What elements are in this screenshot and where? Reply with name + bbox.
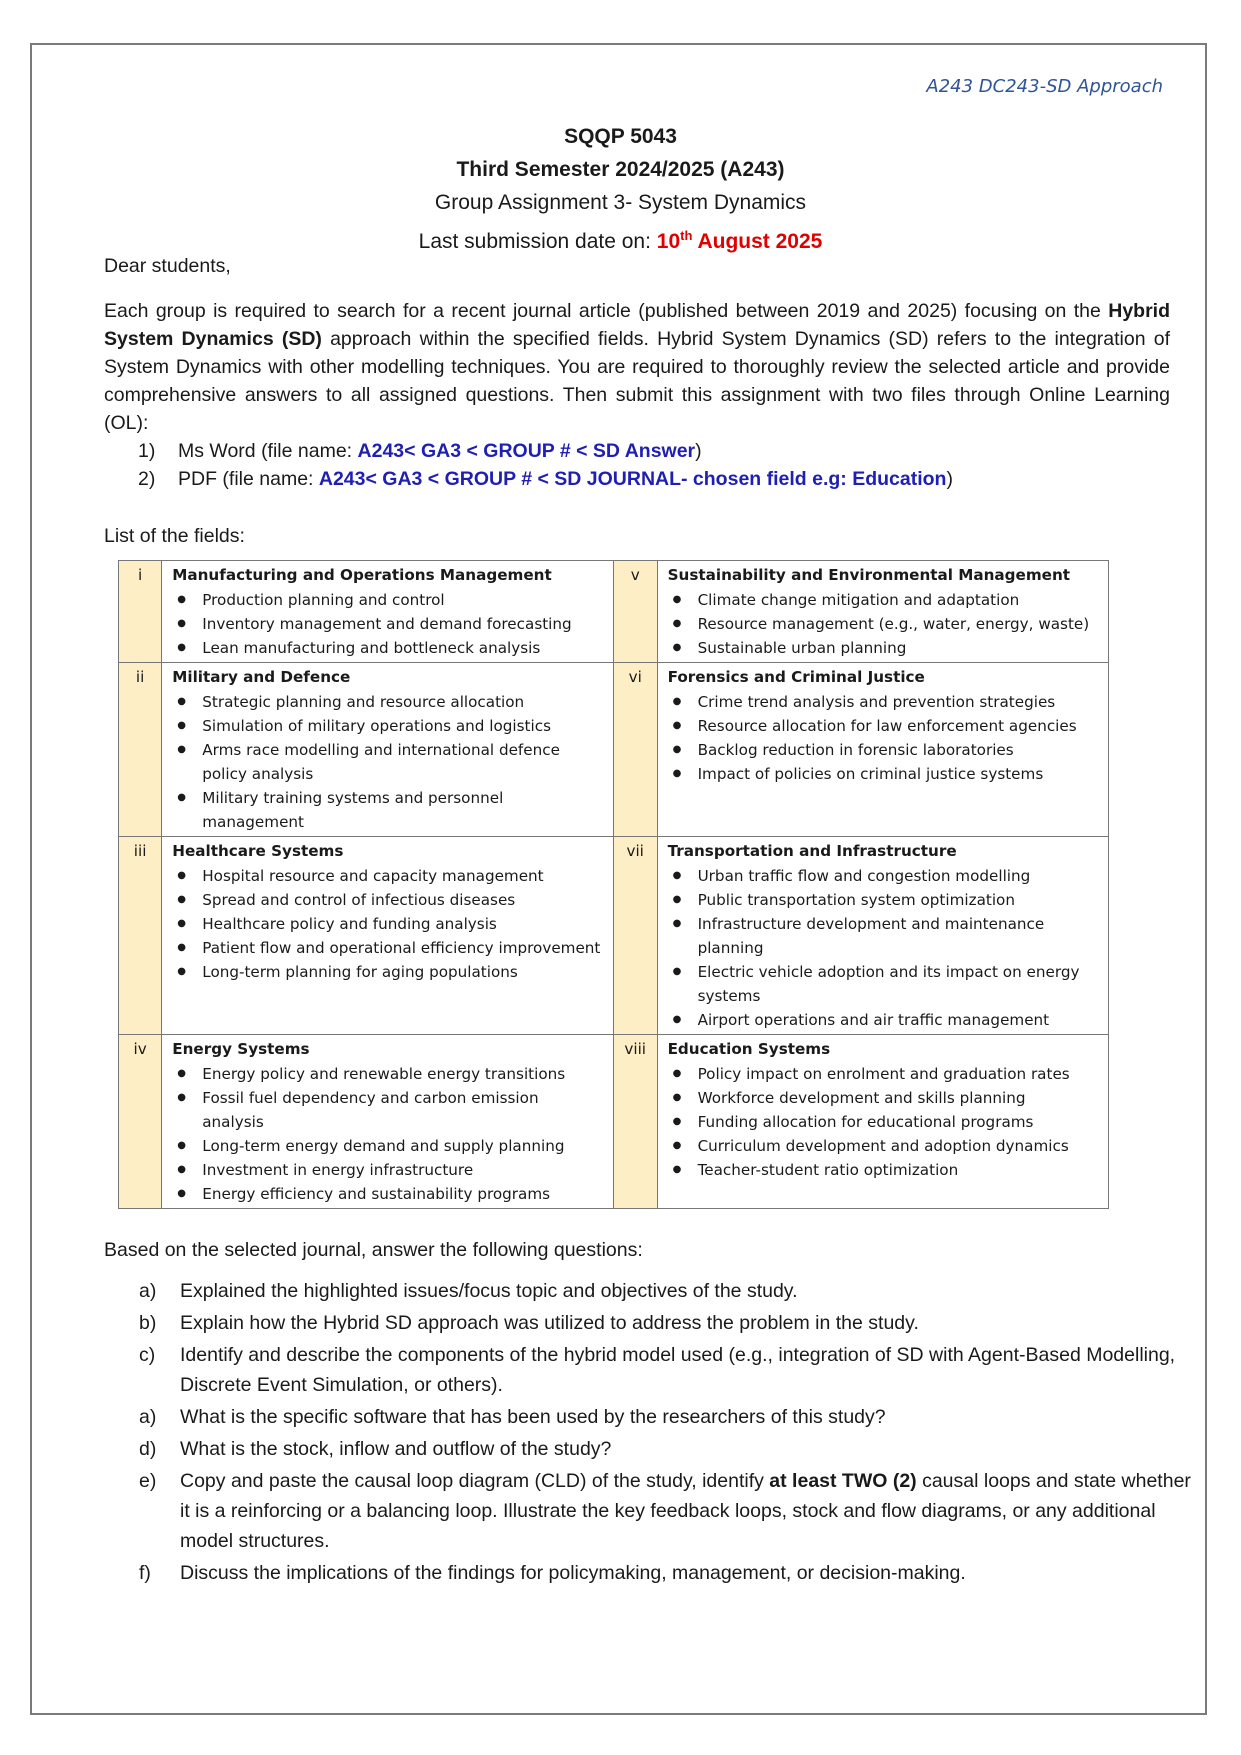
field-title: Manufacturing and Operations Management: [172, 566, 552, 584]
field-item: ● Hospital resource and capacity management: [172, 864, 605, 888]
header-reference: A243 DC243-SD Approach: [926, 76, 1163, 97]
question-text: [180, 1308, 919, 1338]
question-number: a): [139, 1280, 157, 1302]
question-number: f): [139, 1562, 151, 1584]
question-item: [139, 1402, 1205, 1432]
field-item: ● Urban traffic flow and congestion modelling: [668, 864, 1100, 888]
field-items: [668, 1062, 1100, 1182]
question-pre: Copy and paste the causal loop diagram (CLD) of the study, identify: [180, 1470, 770, 1492]
semester-title: Third Semester 2024/2025 (A243): [456, 158, 785, 181]
field-item: ● Funding allocation for educational programs: [668, 1110, 1100, 1134]
field-item: ● Climate change mitigation and adaptation: [668, 588, 1100, 612]
field-title: Military and Defence: [172, 668, 351, 686]
file-text: [178, 465, 953, 493]
deadline-prefix: Last submission date on:: [418, 230, 657, 253]
field-item: ● Resource allocation for law enforcement agencies: [668, 714, 1100, 738]
field-item: ● Healthcare policy and funding analysis: [172, 912, 605, 936]
question-pre: Identify and describe the components of the hybrid model used (e.g., integration of SD with Agent-Based Modelling, Discrete Event Simulation, or others).: [180, 1344, 1176, 1396]
field-item: ● Inventory management and demand forecasting: [172, 612, 605, 636]
field-item: ● Strategic planning and resource allocation: [172, 690, 605, 714]
question-item: [139, 1308, 1205, 1338]
field-item: ● Policy impact on enrolment and graduation rates: [668, 1062, 1100, 1086]
title-block: [0, 120, 1241, 258]
question-item: [139, 1434, 1205, 1464]
field-cell: [162, 1035, 614, 1209]
field-items: [668, 864, 1100, 1032]
field-item: ● Crime trend analysis and prevention strategies: [668, 690, 1100, 714]
field-item: ● Military training systems and personnel management: [172, 786, 605, 834]
deadline-rest: August 2025: [692, 230, 823, 253]
fields-label: List of the fields:: [104, 525, 245, 547]
file-name: A243< GA3 < GROUP # < SD JOURNAL- chosen field e.g: Education: [318, 468, 947, 490]
fields-row: [119, 663, 1109, 837]
question-pre: What is the specific software that has been used by the researchers of this study?: [180, 1406, 886, 1428]
question-text: [180, 1276, 798, 1306]
field-title: Energy Systems: [172, 1040, 310, 1058]
field-title: Education Systems: [667, 1040, 831, 1058]
field-item: ● Simulation of military operations and logistics: [172, 714, 605, 738]
field-item: ● Public transportation system optimization: [668, 888, 1100, 912]
fields-row: [119, 1035, 1109, 1209]
field-item: ● Impact of policies on criminal justice systems: [668, 762, 1100, 786]
field-item: ● Resource management (e.g., water, energy, waste): [668, 612, 1100, 636]
fields-row: [119, 561, 1109, 663]
field-items: [172, 690, 605, 834]
fields-table: [118, 560, 1109, 1209]
deadline-sup: th: [680, 228, 693, 243]
question-text: [180, 1466, 1205, 1556]
file-item: [138, 465, 1170, 493]
deadline-day: 10: [656, 230, 681, 253]
field-number: v: [613, 561, 657, 663]
file-number: 1): [138, 440, 156, 462]
field-item: ● Production planning and control: [172, 588, 605, 612]
file-text: [178, 437, 702, 465]
field-title: Transportation and Infrastructure: [667, 842, 957, 860]
file-name: A243< GA3 < GROUP # < SD Answer: [357, 440, 696, 462]
field-item: ● Sustainable urban planning: [668, 636, 1100, 660]
field-number: ii: [119, 663, 162, 837]
field-title: Forensics and Criminal Justice: [667, 668, 925, 686]
field-number: iv: [119, 1035, 162, 1209]
questions-label: Based on the selected journal, answer the following questions:: [104, 1239, 643, 1261]
file-item: [138, 437, 1170, 465]
field-items: [668, 588, 1100, 660]
file-suffix: ): [946, 468, 953, 490]
file-number: 2): [138, 468, 156, 490]
question-pre: Explain how the Hybrid SD approach was utilized to address the problem in the study.: [180, 1312, 919, 1334]
field-items: [172, 588, 605, 660]
field-item: ● Infrastructure development and maintenance planning: [668, 912, 1100, 960]
question-bold: at least TWO (2): [769, 1470, 917, 1492]
field-cell: [162, 837, 614, 1035]
question-text: [180, 1402, 886, 1432]
field-cell: [162, 561, 614, 663]
field-number: iii: [119, 837, 162, 1035]
files-list: [104, 437, 1170, 493]
field-number: vi: [613, 663, 657, 837]
question-number: e): [139, 1470, 157, 1492]
question-pre: Discuss the implications of the findings for policymaking, management, or decision-making.: [180, 1562, 966, 1584]
question-item: [139, 1340, 1205, 1400]
field-item: ● Energy policy and renewable energy transitions: [172, 1062, 605, 1086]
question-number: b): [139, 1312, 157, 1334]
field-item: ● Airport operations and air traffic management: [668, 1008, 1100, 1032]
field-item: ● Arms race modelling and international defence policy analysis: [172, 738, 605, 786]
field-item: ● Lean manufacturing and bottleneck analysis: [172, 636, 605, 660]
field-item: ● Long-term energy demand and supply planning: [172, 1134, 605, 1158]
field-items: [172, 864, 605, 984]
question-number: c): [139, 1344, 156, 1366]
assignment-title: Group Assignment 3- System Dynamics: [434, 191, 807, 214]
intro-section: [104, 297, 1170, 493]
question-post: causal loops and state whether it is a reinforcing or a balancing loop. Illustrate the key feedback loops, stock and flow diagrams, or any additional model structures.: [180, 1470, 1191, 1552]
question-number: a): [139, 1406, 157, 1428]
field-cell: [657, 837, 1108, 1035]
field-number: viii: [613, 1035, 657, 1209]
file-suffix: ): [695, 440, 702, 462]
file-prefix: Ms Word (file name:: [178, 440, 358, 462]
questions-list: [104, 1276, 1205, 1590]
field-cell: [657, 561, 1108, 663]
field-item: ● Workforce development and skills planning: [668, 1086, 1100, 1110]
field-title: Healthcare Systems: [172, 842, 344, 860]
question-text: [180, 1558, 966, 1588]
field-item: ● Spread and control of infectious diseases: [172, 888, 605, 912]
field-items: [668, 690, 1100, 786]
deadline-date: [657, 230, 823, 253]
field-item: ● Backlog reduction in forensic laboratories: [668, 738, 1100, 762]
field-title: Sustainability and Environmental Management: [667, 566, 1071, 584]
field-items: [172, 1062, 605, 1206]
question-pre: What is the stock, inflow and outflow of the study?: [180, 1438, 612, 1460]
field-item: ● Patient flow and operational efficiency improvement: [172, 936, 605, 960]
field-item: ● Fossil fuel dependency and carbon emission analysis: [172, 1086, 605, 1134]
intro-text-1: Each group is required to search for a recent journal article (published between 2019 and 2025) focusing on the: [104, 300, 1109, 322]
field-cell: [657, 1035, 1108, 1209]
question-pre: Explained the highlighted issues/focus topic and objectives of the study.: [180, 1280, 798, 1302]
question-number: d): [139, 1438, 157, 1460]
question-item: [139, 1466, 1205, 1556]
field-item: ● Long-term planning for aging populations: [172, 960, 605, 984]
question-text: [180, 1340, 1205, 1400]
field-number: vii: [613, 837, 657, 1035]
field-item: ● Electric vehicle adoption and its impact on energy systems: [668, 960, 1100, 1008]
field-cell: [657, 663, 1108, 837]
course-code: SQQP 5043: [564, 125, 677, 148]
question-item: [139, 1276, 1205, 1306]
intro-text-2: approach within the specified fields. Hybrid System Dynamics (SD) refers to the integration of System Dynamics with other modelling techniques. You are required to thoroughly review the selected article and provide comprehensive answers to all assigned questions. Then submit this assignment with two files through Online Learning (OL):: [104, 328, 1170, 434]
question-item: [139, 1558, 1205, 1588]
field-cell: [162, 663, 614, 837]
field-item: ● Curriculum development and adoption dynamics: [668, 1134, 1100, 1158]
field-item: ● Energy efficiency and sustainability programs: [172, 1182, 605, 1206]
question-text: [180, 1434, 611, 1464]
fields-row: [119, 837, 1109, 1035]
field-item: ● Teacher-student ratio optimization: [668, 1158, 1100, 1182]
field-item: ● Investment in energy infrastructure: [172, 1158, 605, 1182]
intro-bold: Hybrid System Dynamics (SD): [104, 300, 1170, 350]
intro-paragraph: [104, 297, 1170, 437]
file-prefix: PDF (file name:: [178, 468, 319, 490]
salutation: Dear students,: [104, 255, 231, 277]
field-number: i: [119, 561, 162, 663]
